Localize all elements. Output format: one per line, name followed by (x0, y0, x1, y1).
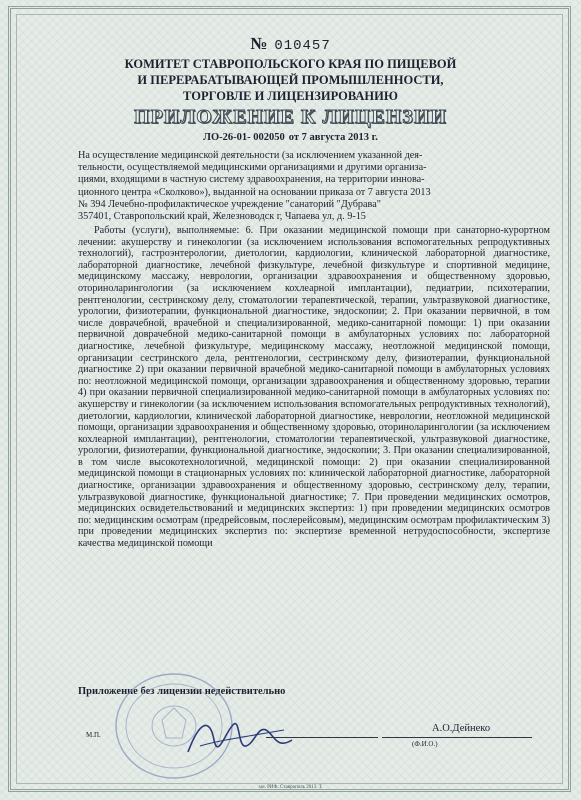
issuer-line: ТОРГОВЛЕ И ЛИЦЕНЗИРОВАНИЮ (183, 89, 398, 103)
signature-scribble (180, 700, 300, 770)
stamp-place-label: М.П. (86, 731, 101, 739)
issuer-block (0, 56, 581, 104)
fio-caption: (Ф.И.О.) (412, 740, 438, 748)
validity-note: Приложение без лицензии недействительно (78, 686, 286, 697)
issuer-line: КОМИТЕТ СТАВРОПОЛЬСКОГО КРАЯ ПО ПИЩЕВОЙ (124, 57, 457, 71)
preamble-line: ционного центра «Сколково»), выданной на основании приказа от 7 августа 2013 (78, 186, 431, 198)
preamble-line: 357401, Ставропольский край, Железноводск г, Чапаева ул, д. 9-15 (78, 211, 366, 223)
form-number (0, 34, 581, 54)
preamble-line: циями, входящими в частную систему здравоохранения, на территории иннова- (78, 174, 425, 186)
signer-name: А.О.Дейнеко (432, 723, 491, 734)
document-title: ПРИЛОЖЕНИЕ К ЛИЦЕНЗИИ (134, 106, 447, 128)
license-reference (0, 132, 581, 143)
print-footer: заз. РИФ. Ставрополь 2013. Т. (258, 785, 323, 790)
name-line (382, 737, 532, 738)
works-label: Работы (услуги), выполняемые: (94, 225, 240, 236)
issuer-line: И ПЕРЕРАБАТЫВАЮЩЕЙ ПРОМЫШЛЕННОСТИ, (137, 73, 444, 87)
works-list: 6. При оказании медицинской помощи при санаторно-курортном лечении: акушерству и гинекологии (за исключением использования вспомогательных репродуктивных технологий), гастроэнтерологии, диетологии, кардиологии, клинической лабораторной диагностике, лабораторной диагностике, лечебной физкультуре, лечебной физкультуре и спортивной медицине, медицинскому массажу, неврологии, организации здравоохранения и общественному здоровью, оториноларингологии (за исключением кохлеарной имплантации), педиатрии, психотерапии, рентгенологии, сестринскому делу, стоматологии терапевтической, терапии, ультразвуковой диагностике, урологии, физиотерапии, функциональной диагностике, эндоскопии; 2. При оказании первичной, в том числе доврачебной, врачебной и специализированной, медико-санитарной помощи: 1) при оказании первичной доврачебной медико-санитарной помощи в амбулаторных условиях по: лабораторной диагностике, лечебной физкультуре, медицинскому массажу, неотложной медицинской помощи, организации сестринского дела, рентгенологии, сестринскому делу, физиотерапии, функциональной диагностике 2) при оказании первичной врачебной медико-санитарной помощи в амбулаторных условиях по: неотложной медицинской помощи, организации здравоохранения и общественному здоровью, терапии 4) при оказании первичной специализированной медико-санитарной помощи в амбулаторных условиях по: акушерству и гинекологии (за исключением использования вспомогательных репродуктивных технологий), диетологии, кардиологии, клинической лабораторной диагностике, неврологии, неотложной медицинской помощи, организации здравоохранения и общественному здоровью, оториноларингологии (за исключением кохлеарной имплантации), рентгенологии, стоматологии терапевтической, ультразвуковой диагностике, урологии, физиотерапии, функциональной диагностике, эндоскопии; 3. При оказании специализированной, в том числе высокотехнологичной, медицинской помощи: 2) при оказании специализированной медицинской помощи в стационарных условиях по: клинической лабораторной диагностике, лабораторной диагностике, организации здравоохранения и общественному здоровью, сестринскому делу, терапии, ультразвуковой диагностике, функциональной диагностике; 7. При проведении медицинских осмотров, медицинских освидетельствований и медицинских экспертиз: 1) при проведении медицинских осмотров по: медицинским осмотрам (предрейсовым, послерейсовым), медицинским осмотрам профилактическим 3) при проведении медицинских экспертиз по: экспертизе временной нетрудоспособности, экспертизе качества медицинской помощи (78, 225, 551, 550)
preamble-line: № 394 Лечебно-профилактическое учреждение "санаторий "Дубрава" (78, 198, 381, 210)
number-sign: № (250, 34, 269, 53)
form-number-value: 010457 (274, 38, 331, 54)
works-services-text (78, 225, 550, 550)
preamble-line: На осуществление медицинской деятельности (за исключением указанной дея- (78, 150, 423, 161)
preamble-text (78, 150, 548, 223)
signature-line (266, 737, 378, 738)
license-number: ЛО-26-01- 002050 (203, 132, 285, 143)
license-date: от 7 августа 2013 г. (288, 132, 378, 143)
preamble-line: тельности, осуществляемой медицинскими организациями и другими организа- (78, 162, 427, 174)
